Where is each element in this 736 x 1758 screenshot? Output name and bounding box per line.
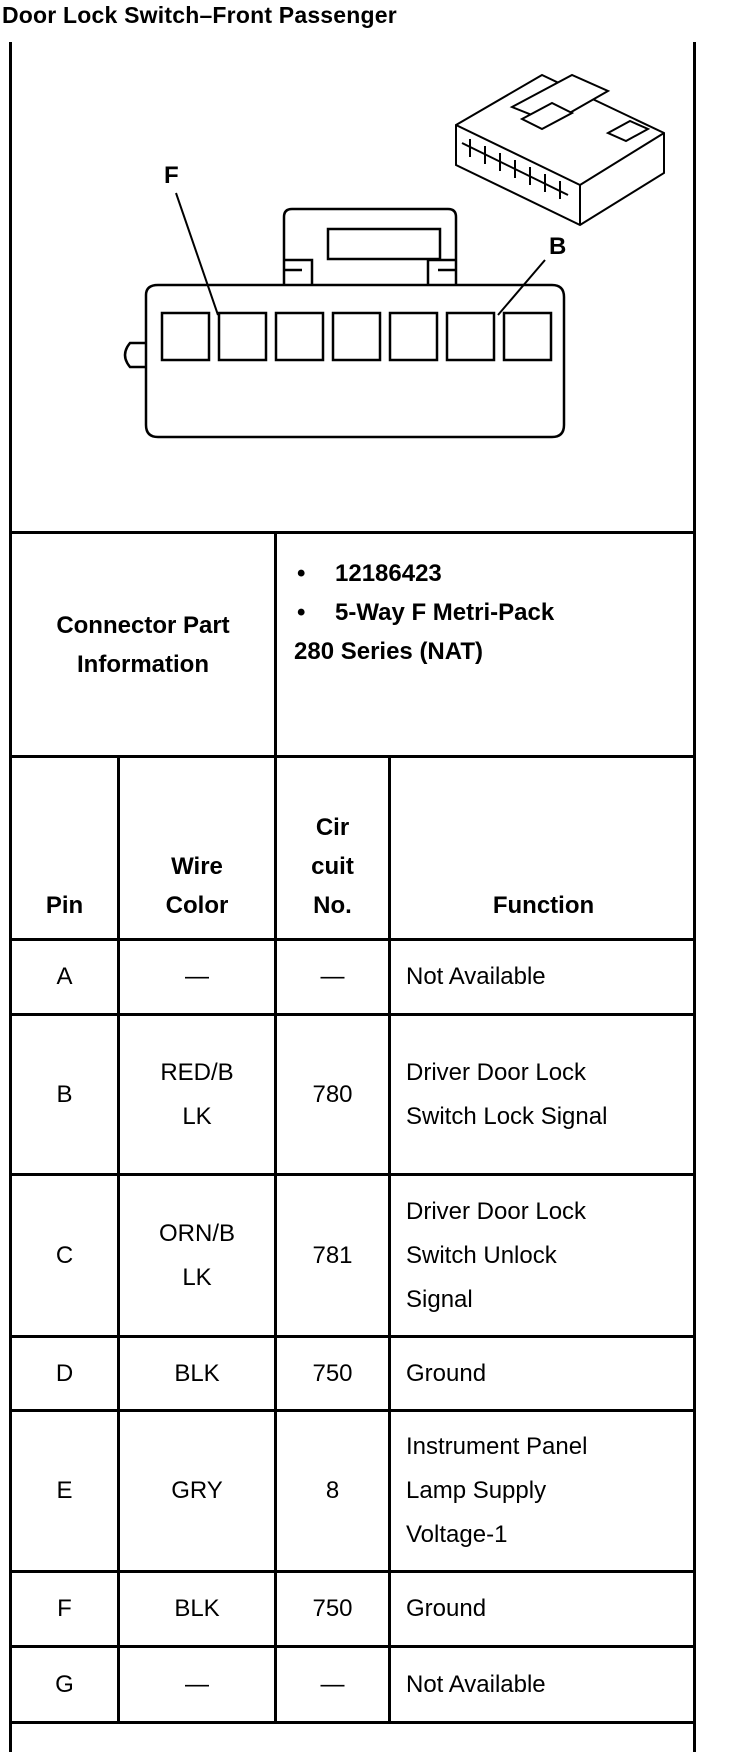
page-title: Door Lock Switch–Front Passenger	[2, 2, 397, 28]
divider-row-g	[9, 1721, 696, 1724]
cell-pin: C	[55, 1241, 74, 1269]
header-function: Function	[492, 892, 595, 919]
divider-info-bottom	[9, 755, 696, 758]
cell-pin: F	[57, 1595, 72, 1622]
cell-circuit: —	[320, 1670, 345, 1698]
cell-wire: —	[185, 1670, 209, 1698]
connector-info-list	[294, 554, 555, 671]
connector-type: 5-Way F Metri-Pack	[335, 599, 555, 626]
cell-function: Not Available	[406, 1670, 546, 1698]
list-item: • 5-Way F Metri-Pack	[297, 593, 554, 632]
pin-cavities	[162, 313, 551, 360]
cell-circuit: 781	[312, 1241, 353, 1269]
pin-label-b: B	[549, 233, 567, 260]
leader-line-f	[176, 193, 218, 315]
cell-pin: E	[56, 1477, 73, 1504]
cell-circuit: 8	[325, 1477, 340, 1504]
connector-series: 280 Series (NAT)	[294, 638, 483, 665]
cell-function: Instrument Panel Lamp Supply Voltage-1	[406, 1433, 588, 1548]
cell-circuit: —	[320, 963, 345, 990]
list-item: • 12186423	[297, 554, 554, 593]
cell-wire: RED/B LK	[160, 1058, 234, 1130]
connector-info-label	[12, 606, 274, 684]
divider-info-vertical	[274, 531, 277, 758]
connector-info-label-line2: Information	[77, 651, 209, 678]
cell-function: Driver Door Lock Switch Lock Signal	[406, 1058, 608, 1130]
cell-wire: ORN/B LK	[158, 1219, 235, 1291]
connector-isometric-thumbnail	[456, 75, 664, 225]
cell-wire: GRY	[171, 1477, 223, 1504]
cell-function: Driver Door Lock Switch Unlock Signal	[406, 1197, 587, 1313]
cell-function: Ground	[406, 1359, 487, 1387]
header-pin: Pin	[45, 892, 84, 919]
cavity-g	[162, 313, 209, 360]
cell-circuit: 780	[312, 1080, 353, 1108]
divider-diagram-bottom	[9, 531, 696, 534]
cell-wire: BLK	[174, 1359, 220, 1387]
cavity-c	[390, 313, 437, 360]
cell-wire: BLK	[174, 1595, 220, 1622]
header-wire-color: Wire Color	[165, 853, 229, 919]
part-number: 12186423	[335, 560, 442, 587]
cavity-e	[276, 313, 323, 360]
cell-circuit: 750	[312, 1359, 353, 1387]
header-circuit-no: Cir cuit No.	[311, 814, 354, 919]
cell-circuit: 750	[312, 1595, 353, 1622]
connector-diagram	[12, 45, 693, 534]
connector-info-label-line1: Connector Part	[56, 612, 230, 639]
cell-function: Not Available	[406, 963, 546, 990]
cavity-d	[333, 313, 380, 360]
cell-pin: B	[56, 1080, 73, 1108]
cell-function: Ground	[406, 1595, 487, 1622]
cavity-b	[447, 313, 494, 360]
cell-pin: G	[55, 1670, 74, 1698]
cell-wire: —	[185, 963, 209, 990]
cavity-f	[219, 313, 266, 360]
cell-pin: A	[56, 963, 73, 990]
cell-pin: D	[55, 1359, 74, 1387]
pin-label-f: F	[164, 162, 179, 189]
cavity-a	[504, 313, 551, 360]
leader-line-b	[498, 260, 545, 315]
